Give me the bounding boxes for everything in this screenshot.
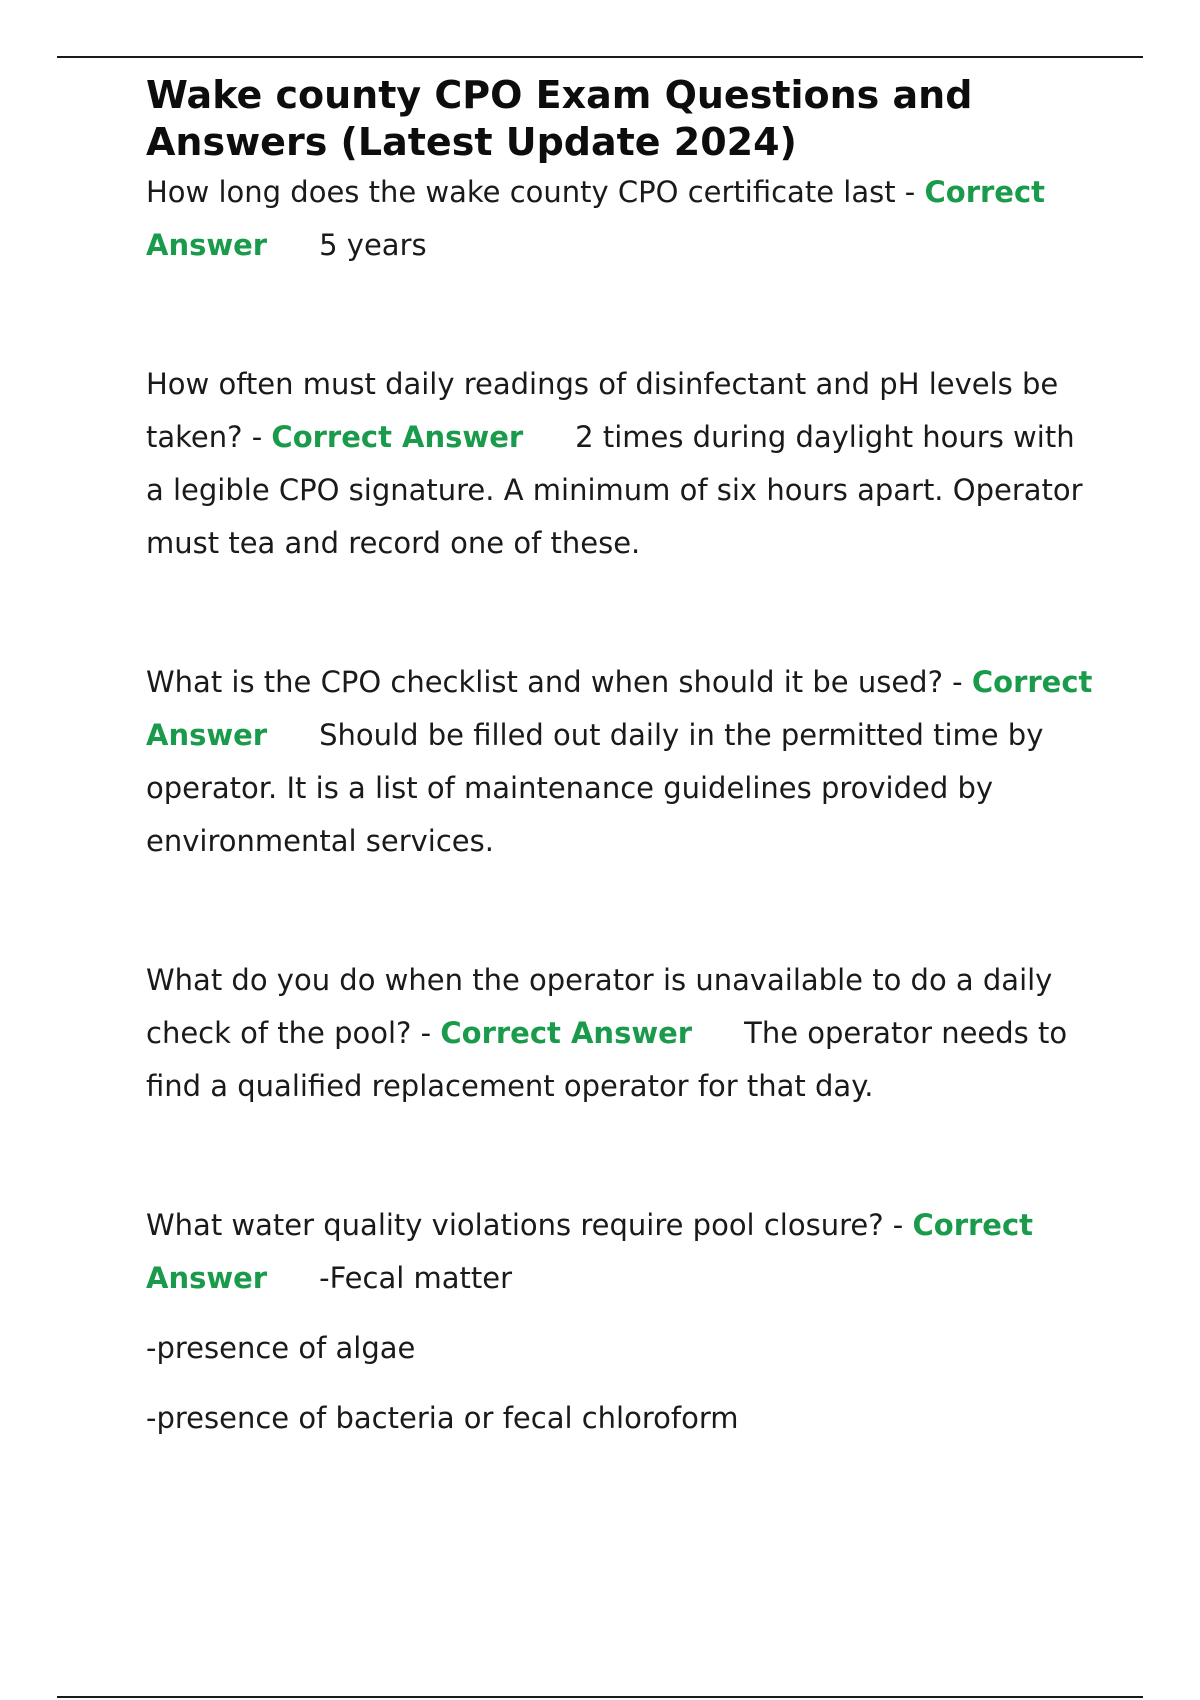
answer-list-item: -presence of algae — [146, 1331, 416, 1365]
question-text: How long does the wake county CPO certificate last — [146, 175, 896, 209]
correct-answer-label: Correct Answer — [146, 665, 1093, 752]
bottom-rule — [57, 1696, 1143, 1698]
question-separator: - — [883, 1208, 913, 1242]
question-text: How often must daily readings of disinfectant and pH levels be taken? — [146, 367, 1059, 454]
question-text: What do you do when the operator is unavailable to do a daily check of the pool? — [146, 963, 1053, 1050]
top-rule — [57, 56, 1143, 58]
question-text: What water quality violations require pool closure? — [146, 1208, 884, 1242]
correct-answer-label: Correct Answer — [440, 1016, 693, 1050]
qa-item — [146, 954, 1096, 1113]
qa-item — [146, 656, 1096, 868]
qa-item — [146, 358, 1096, 570]
answer-list-item: -presence of bacteria or fecal chloroform — [146, 1401, 739, 1435]
document-title: Wake county CPO Exam Questions and Answers (Latest Update 2024) — [146, 73, 973, 164]
question-separator: - — [942, 665, 972, 699]
correct-answer-label: Correct Answer — [146, 1208, 1034, 1295]
answer-text: 5 years — [319, 228, 427, 262]
correct-answer-label: Correct Answer — [146, 175, 1046, 262]
qa-item — [146, 166, 1096, 272]
answer-text: 2 times during daylight hours with a legible CPO signature. A minimum of six hours apart. Operator must tea and record one of these. — [146, 420, 1083, 560]
answer-text: The operator needs to find a qualified replacement operator for that day. — [146, 1016, 1068, 1103]
correct-answer-label: Correct Answer — [271, 420, 524, 454]
question-separator: - — [411, 1016, 441, 1050]
document-body — [146, 72, 1096, 1445]
question-separator: - — [242, 420, 272, 454]
answer-text: Should be filled out daily in the permitted time by operator. It is a list of maintenance guidelines provided by environmental services. — [146, 718, 1044, 858]
answer-text: -Fecal matter — [319, 1261, 513, 1295]
question-separator: - — [895, 175, 925, 209]
question-text: What is the CPO checklist and when should it be used? — [146, 665, 943, 699]
qa-item — [146, 1199, 1096, 1305]
